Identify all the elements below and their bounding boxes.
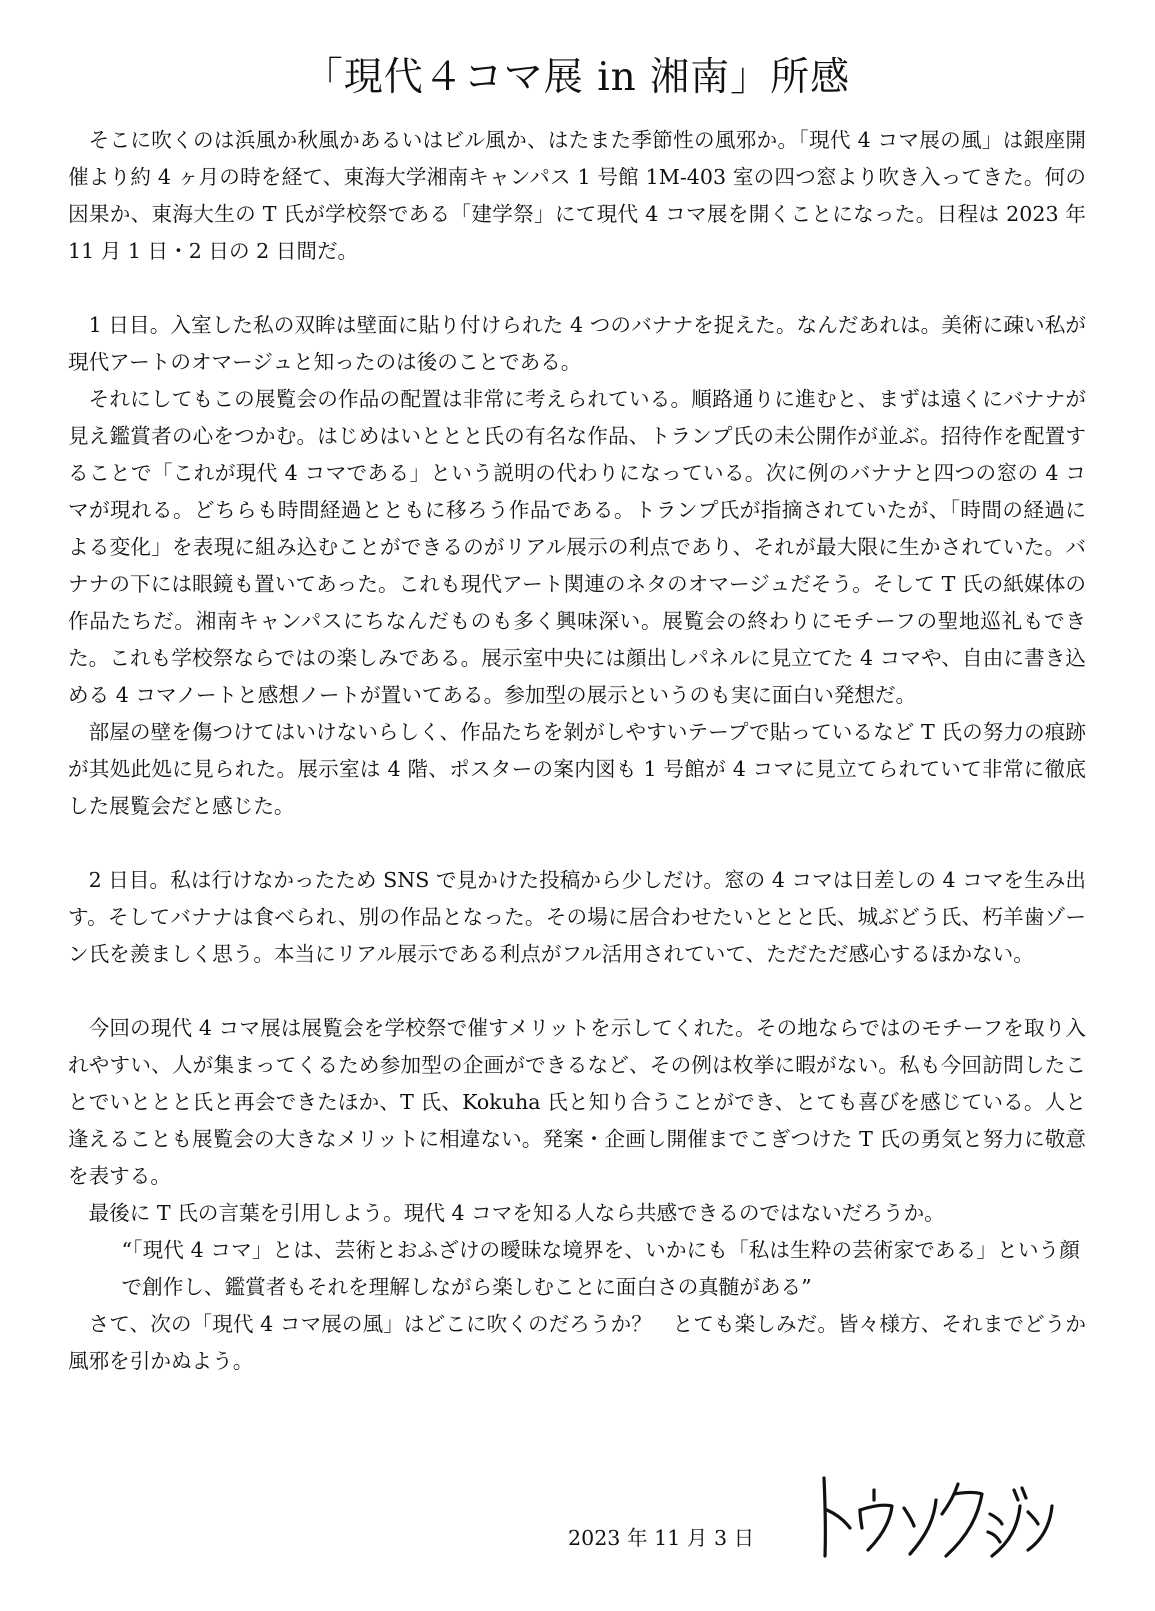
- paragraph-closing: さて、次の「現代 4 コマ展の風」はどこに吹くのだろうか？ とても楽しみだ。皆々様方、それまでどうか風邪を引かぬよう。: [68, 1312, 1086, 1373]
- paragraph-gap: [68, 973, 1086, 1010]
- paragraph-gap: [68, 825, 1086, 862]
- paragraph-summary: 今回の現代 4 コマ展は展覧会を学校祭で催すメリットを示してくれた。その地ならではのモチーフを取り入れやすい、人が集まってくるため参加型の企画ができるなど、その例は枚挙に暇がない。私も今回訪問したことでいととと氏と再会できたほか、T 氏、Kokuha 氏と知り合うことができ、とても喜びを感じている。人と逢えることも展覧会の大きなメリットに相違ない。発案・企画し開催までこぎつけた T 氏の勇気と努力に敬意を表する。: [68, 1016, 1086, 1188]
- paragraph-walls: 部屋の壁を傷つけてはいけないらしく、作品たちを剝がしやすいテープで貼っているなど T 氏の努力の痕跡が其処此処に見られた。展示室は 4 階、ポスターの案内図も 1 号館が 4 コマに見立てられていて非常に徹底した展覧会だと感じた。: [68, 720, 1086, 818]
- document-body: [68, 122, 1086, 1380]
- document-title: 「現代４コマ展 in 湘南」所感: [303, 55, 851, 100]
- paragraph-day1-entry: 1 日目。入室した私の双眸は壁面に貼り付けられた 4 つのバナナを捉えた。なんだあれは。美術に疎い私が現代アートのオマージュと知ったのは後のことである。: [68, 313, 1086, 374]
- paragraph-gap: [68, 270, 1086, 307]
- document-page: [68, 0, 1086, 1611]
- document-date: 2023 年 11 月 3 日: [568, 1526, 755, 1550]
- paragraph-intro: そこに吹くのは浜風か秋風かあるいはビル風か、はたまた季節性の風邪か。「現代 4 コマ展の風」は銀座開催より約 4 ヶ月の時を経て、東海大学湘南キャンパス 1 号館 1M-403 室の四つ窓より吹き入ってきた。何の因果か、東海大生の T 氏が学校祭である「建学祭」にて現代 4 コマ展を開くことになった。日程は 2023 年 11 月 1 日・2 日の 2 日間だ。: [68, 128, 1086, 263]
- paragraph-quote-intro: 最後に T 氏の言葉を引用しよう。現代 4 コマを知る人なら共感できるのではないだろうか。: [88, 1201, 945, 1225]
- document-footer: [68, 1470, 1086, 1580]
- signature-drawing: [806, 1470, 1056, 1566]
- paragraph-layout: それにしてもこの展覧会の作品の配置は非常に考えられている。順路通りに進むと、まずは遠くにバナナが見え鑑賞者の心をつかむ。はじめはいととと氏の有名な作品、トランプ氏の未公開作が並ぶ。招待作を配置することで「これが現代 4 コマである」という説明の代わりになっている。次に例のバナナと四つの窓の 4 コマが現れる。どちらも時間経過とともに移ろう作品である。トランプ氏が指摘されていたが、「時間の経過による変化」を表現に組み込むことができるのがリアル展示の利点であり、それが最大限に生かされていた。バナナの下には眼鏡も置いてあった。これも現代アート関連のネタのオマージュだそう。そして T 氏の紙媒体の作品たちだ。湘南キャンパスにちなんだものも多く興味深い。展覧会の終わりにモチーフの聖地巡礼もできた。これも学校祭ならではの楽しみである。展示室中央には顔出しパネルに見立てた 4 コマや、自由に書き込める 4 コマノートと感想ノートが置いてある。参加型の展示というのも実に面白い発想だ。: [68, 387, 1086, 707]
- block-quote: “「現代 4 コマ」とは、芸術とおふざけの曖昧な境界を、いかにも「私は生粋の芸術家である」という顔で創作し、鑑賞者もそれを理解しながら楽しむことに面白さの真髄がある”: [121, 1238, 1080, 1299]
- paragraph-day2: 2 日目。私は行けなかったため SNS で見かけた投稿から少しだけ。窓の 4 コマは日差しの 4 コマを生み出す。そしてバナナは食べられ、別の作品となった。その場に居合わせたいととと氏、城ぶどう氏、朽羊歯ゾーン氏を羨ましく思う。本当にリアル展示である利点がフル活用されていて、ただただ感心するほかない。: [68, 868, 1086, 966]
- handwritten-signature: [806, 1470, 1056, 1566]
